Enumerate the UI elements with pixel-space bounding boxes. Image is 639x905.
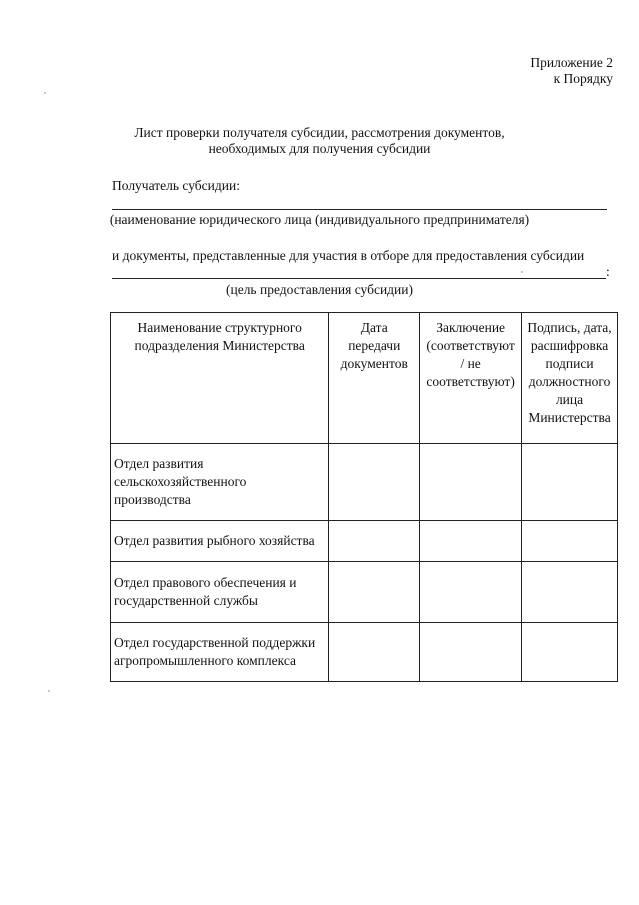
conclusion-cell[interactable]	[420, 444, 522, 521]
conclusion-cell[interactable]	[420, 521, 522, 562]
department-line: Отдел развития	[114, 456, 204, 471]
department-cell	[111, 521, 329, 562]
table-header-row	[111, 313, 618, 444]
recipient-caption: (наименование юридического лица (индивидуального предпринимателя)	[109, 212, 530, 227]
department-cell	[111, 623, 329, 682]
review-table	[110, 312, 618, 682]
header-line: Заключение	[436, 320, 506, 335]
table-row	[111, 521, 618, 562]
scan-speck	[48, 690, 50, 692]
header-line: / не	[460, 356, 481, 371]
header-signature	[522, 313, 618, 444]
date-cell[interactable]	[329, 444, 420, 521]
department-line: Отдел государственной поддержки	[114, 635, 316, 650]
appendix-line-2: к Порядку	[553, 71, 613, 86]
header-conclusion	[420, 313, 522, 444]
recipient-fill-line	[112, 209, 607, 210]
scan-speck	[44, 92, 46, 94]
signature-cell[interactable]	[522, 562, 618, 623]
table-row	[111, 444, 618, 521]
date-cell[interactable]	[329, 562, 420, 623]
appendix-line-1: Приложение 2	[530, 55, 613, 70]
document-title	[0, 125, 639, 157]
purpose-colon: :	[606, 264, 610, 279]
signature-cell[interactable]	[522, 521, 618, 562]
scan-speck	[521, 271, 523, 273]
department-cell	[111, 562, 329, 623]
department-line: Отдел развития рыбного хозяйства	[114, 533, 315, 548]
header-line: подписи	[545, 356, 594, 371]
conclusion-cell[interactable]	[420, 623, 522, 682]
header-line: лица	[555, 392, 584, 407]
recipient-label: Получатель субсидии:	[112, 178, 240, 193]
documents-text: и документы, представленные для участия в отборе для предоставления субсидии	[112, 248, 585, 263]
conclusion-cell[interactable]	[420, 562, 522, 623]
header-line: Подпись, дата,	[527, 320, 612, 335]
department-cell	[111, 444, 329, 521]
signature-cell[interactable]	[522, 444, 618, 521]
department-line: агропромышленного комплекса	[114, 653, 296, 668]
title-line-2: необходимых для получения субсидии	[208, 141, 431, 156]
date-cell[interactable]	[329, 623, 420, 682]
header-line: (соответствуют	[426, 338, 515, 353]
appendix-reference	[530, 55, 613, 87]
header-line: расшифровка	[530, 338, 609, 353]
header-line: должностного	[528, 374, 611, 389]
table-row	[111, 623, 618, 682]
header-line: соответствуют)	[426, 374, 515, 389]
department-line: производства	[114, 492, 191, 507]
purpose-fill-line	[112, 278, 606, 279]
header-line: Дата	[360, 320, 388, 335]
header-date	[329, 313, 420, 444]
table-row	[111, 562, 618, 623]
title-line-1: Лист проверки получателя субсидии, рассмотрения документов,	[134, 125, 505, 140]
department-line: Отдел правового обеспечения и	[114, 575, 297, 590]
header-line: Наименование структурного	[137, 320, 302, 335]
date-cell[interactable]	[329, 521, 420, 562]
header-line: подразделения Министерства	[134, 338, 305, 353]
department-line: сельскохозяйственного	[114, 474, 247, 489]
header-line: документов	[340, 356, 408, 371]
signature-cell[interactable]	[522, 623, 618, 682]
header-line: Министерства	[528, 410, 611, 425]
header-line: передачи	[348, 338, 401, 353]
purpose-caption: (цель предоставления субсидии)	[225, 282, 414, 297]
department-line: государственной службы	[114, 593, 258, 608]
header-department	[111, 313, 329, 444]
